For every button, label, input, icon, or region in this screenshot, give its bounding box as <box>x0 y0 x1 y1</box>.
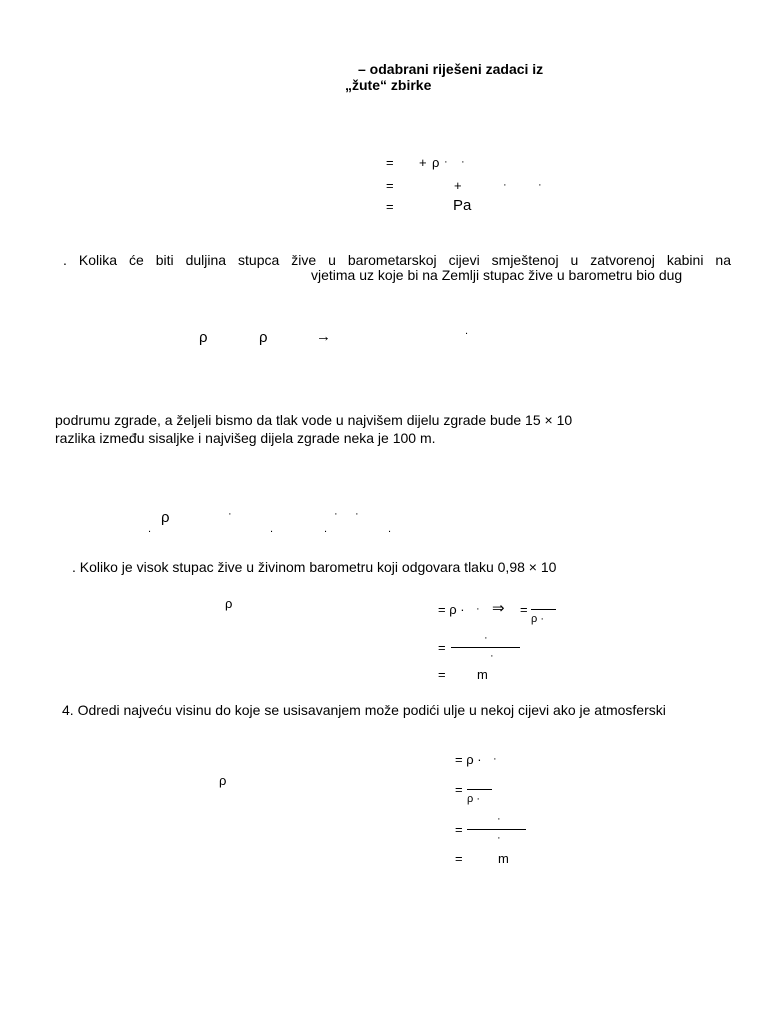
block1-unit: Pa <box>453 197 472 214</box>
problem-koliko-denominator: · <box>490 650 494 662</box>
problem-koliko-unit: m <box>477 667 488 682</box>
block1-eq-sign: = <box>386 178 394 193</box>
block1-plus: + <box>419 155 427 170</box>
problem-4-numerator: · <box>497 813 501 825</box>
problem-podrum-dot: . <box>270 523 274 535</box>
problem-podrum-dot: . <box>388 523 392 535</box>
block1-dot: · <box>444 156 448 168</box>
problem-koliko-eq: = ρ · <box>438 602 465 617</box>
problem-podrum-dot: · <box>355 508 359 520</box>
block1-plus: + <box>454 178 462 193</box>
problem-4-denominator: ρ · <box>467 793 480 805</box>
block1-eq-sign: = <box>386 199 394 214</box>
problem-koliko-numerator: · <box>484 632 488 644</box>
block1-dot: · <box>503 179 507 191</box>
problem-koliko-eq: = <box>520 602 528 617</box>
problem-kolika-rho: ρ <box>259 329 268 346</box>
problem-koliko-denominator: ρ · <box>531 613 544 625</box>
fraction-bar <box>531 609 556 610</box>
block1-eq-sign: = <box>386 155 394 170</box>
problem-4-text: 4. Odredi najveću visinu do koje se usisavanjem može podići ulje u nekoj cijevi ako je atmosferski <box>62 702 666 718</box>
fraction-bar <box>451 647 520 648</box>
arrow-icon: → <box>316 328 331 345</box>
block1-dot: · <box>538 179 542 191</box>
problem-podrum-line-2: razlika između sisaljke i najvišeg dijela zgrade neka je 100 m. <box>55 430 436 446</box>
problem-podrum-dot: . <box>148 523 152 535</box>
problem-kolika-line-1: . Kolika će biti duljina stupca žive u barometarskoj cijevi smještenoj u zatvorenoj kabini na <box>63 252 731 268</box>
header-line-1: – odabrani riješeni zadaci iz <box>358 61 544 77</box>
problem-4-unit: m <box>498 851 509 866</box>
problem-kolika-dot: . <box>465 325 469 337</box>
problem-podrum-rho: ρ <box>161 509 170 526</box>
problem-kolika-rho: ρ <box>199 329 208 346</box>
block1-dot: · <box>461 156 465 168</box>
problem-podrum-dot: · <box>334 508 338 520</box>
fraction-bar <box>467 829 526 830</box>
problem-koliko-dot: · <box>476 603 480 615</box>
problem-podrum-line-1: podrumu zgrade, a željeli bismo da tlak vode u najvišem dijelu zgrade bude 15 × 10 <box>55 412 573 428</box>
problem-4-eq: = <box>455 822 463 837</box>
problem-podrum-dot: . <box>324 523 328 535</box>
problem-kolika-line-2: vjetima uz koje bi na Zemlji stupac žive u barometru bio dug <box>311 267 683 283</box>
problem-podrum-dot: · <box>228 508 232 520</box>
problem-4-dot: · <box>493 753 497 765</box>
problem-4-eq: = ρ · <box>455 752 482 767</box>
header-line-2: „žute“ zbirke <box>345 77 432 93</box>
implies-icon: ⇒ <box>492 600 505 617</box>
problem-4-eq: = <box>455 782 463 797</box>
problem-4-rho: ρ <box>219 773 227 788</box>
block1-rho: ρ <box>432 155 440 170</box>
fraction-bar <box>467 789 492 790</box>
problem-koliko-eq: = <box>438 640 446 655</box>
problem-4-eq: = <box>455 851 463 866</box>
problem-koliko-text: . Koliko je visok stupac žive u živinom barometru koji odgovara tlaku 0,98 × 10 <box>72 559 557 575</box>
problem-4-denominator: · <box>497 832 501 844</box>
problem-koliko-rho: ρ <box>225 596 233 611</box>
problem-koliko-eq: = <box>438 667 446 682</box>
